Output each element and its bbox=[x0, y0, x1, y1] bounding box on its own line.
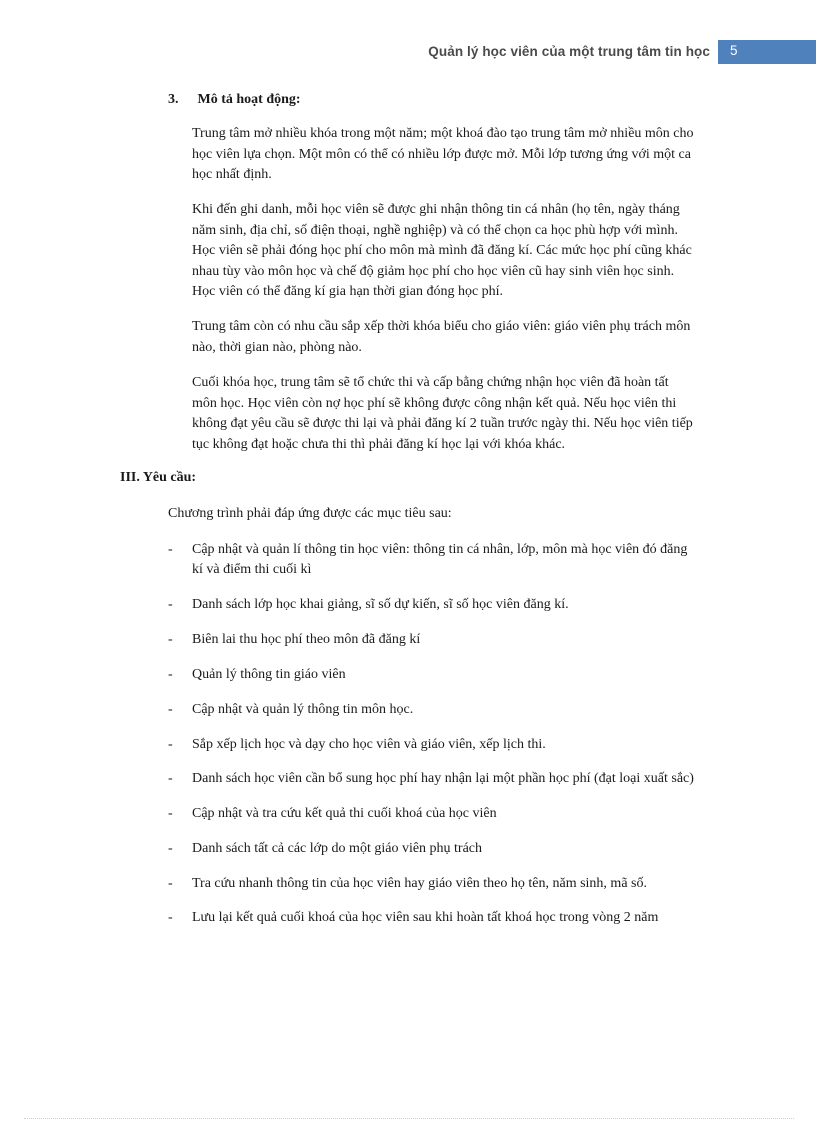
paragraph-line: Trung tâm mở nhiều khóa trong một năm; một khoá đào tạo trung tâm mở nhiều môn cho bbox=[192, 126, 694, 141]
paragraph-1 bbox=[192, 124, 694, 186]
list-item-text: Sắp xếp lịch học và dạy cho học viên và giáo viên, xếp lịch thi. bbox=[192, 737, 546, 752]
list-item-text: Biên lai thu học phí theo môn đã đăng kí bbox=[192, 632, 421, 647]
section-3-heading bbox=[168, 92, 301, 108]
paragraph-line: học viên lựa chọn. Một môn có thể có nhiều lớp được mở. Mỗi lớp tương ứng với một ca bbox=[192, 146, 691, 162]
bullet-dash: - bbox=[168, 841, 173, 856]
paragraph-line: nào, thời gian nào, phòng nào. bbox=[192, 339, 362, 355]
paragraph-line: Học viên sẽ phải đóng học phí cho môn mà mình đã đăng kí. Các mức học phí cũng khác bbox=[192, 243, 692, 258]
section-III-heading: III. Yêu cầu: bbox=[120, 470, 197, 485]
paragraph-4 bbox=[192, 373, 693, 455]
bullet-dash: - bbox=[168, 806, 173, 821]
paragraph-line: không đạt yêu cầu sẽ được thi lại và phải đăng kí 2 tuần trước ngày thi. Nếu học viên tiếp bbox=[192, 416, 693, 431]
bullet-dash: - bbox=[168, 737, 173, 752]
paragraph-2 bbox=[192, 200, 692, 303]
list-item-text: Tra cứu nhanh thông tin của học viên hay giáo viên theo họ tên, năm sinh, mã số. bbox=[192, 876, 647, 891]
list-item-text: Danh sách lớp học khai giảng, sĩ số dự kiến, sĩ số học viên đăng kí. bbox=[192, 597, 569, 612]
bullet-dash: - bbox=[168, 910, 173, 925]
section-3-number: 3. bbox=[168, 92, 179, 107]
bullet-dash: - bbox=[168, 542, 173, 557]
section-3-title: Mô tả hoạt động: bbox=[197, 92, 301, 107]
page-number-bar bbox=[718, 40, 816, 64]
paragraph-line: năm sinh, địa chỉ, số điện thoại, nghề nghiệp) và có thể chọn ca học phù hợp với mình. bbox=[192, 222, 679, 238]
list-item-text: Quản lý thông tin giáo viên bbox=[192, 667, 346, 682]
paragraph-line: Cuối khóa học, trung tâm sẽ tổ chức thi và cấp bằng chứng nhận học viên đã hoàn tất bbox=[192, 375, 669, 390]
list-item-text: Lưu lại kết quả cuối khoá của học viên sau khi hoàn tất khoá học trong vòng 2 năm bbox=[192, 910, 659, 925]
page-number: 5 bbox=[730, 43, 738, 58]
paragraph-line: học nhất định. bbox=[192, 167, 272, 182]
paragraph-3 bbox=[192, 317, 690, 358]
paragraph-line: Khi đến ghi danh, mỗi học viên sẽ được ghi nhận thông tin cá nhân (họ tên, ngày tháng bbox=[192, 202, 680, 217]
bullet-dash: - bbox=[168, 876, 173, 891]
bullet-dash: - bbox=[168, 597, 173, 612]
paragraph-line: Học viên có thể đăng kí gia hạn thời gian đóng học phí. bbox=[192, 284, 504, 299]
list-item-text: kí và điểm thi cuối kì bbox=[192, 562, 312, 577]
list-item-text: Cập nhật và tra cứu kết quả thi cuối khoá của học viên bbox=[192, 806, 497, 821]
footer-divider bbox=[24, 1118, 794, 1119]
paragraph-line: Trung tâm còn có nhu cầu sắp xếp thời khóa biểu cho giáo viên: giáo viên phụ trách môn bbox=[192, 319, 691, 334]
list-item-text: Cập nhật và quản lí thông tin học viên: thông tin cá nhân, lớp, môn mà học viên đó đăng bbox=[192, 542, 688, 557]
page-header bbox=[0, 40, 816, 64]
paragraph-line: môn học. Học viên còn nợ học phí sẽ không được công nhận kết quả. Nếu học viên thi bbox=[192, 395, 677, 411]
list-item-text: Danh sách học viên cần bổ sung học phí hay nhận lại một phần học phí (đạt loại xuất sắc) bbox=[192, 771, 694, 786]
paragraph-line: nhau tùy vào môn học và chế độ giảm học phí cho học viên cũ hay sinh viên học sinh. bbox=[192, 263, 675, 279]
list-item-text: Danh sách tất cả các lớp do một giáo viên phụ trách bbox=[192, 841, 483, 856]
requirements-intro: Chương trình phải đáp ứng được các mục tiêu sau: bbox=[168, 506, 452, 521]
paragraph-line: tục không đạt hoặc chưa thi thì phải đăng kí học lại với khóa khác. bbox=[192, 436, 566, 452]
list-item-text: Cập nhật và quản lý thông tin môn học. bbox=[192, 702, 414, 717]
bullet-dash: - bbox=[168, 667, 173, 682]
bullet-dash: - bbox=[168, 771, 173, 786]
bullet-dash: - bbox=[168, 632, 173, 647]
header-title: Quản lý học viên của một trung tâm tin học bbox=[428, 44, 710, 59]
bullet-dash: - bbox=[168, 702, 173, 717]
